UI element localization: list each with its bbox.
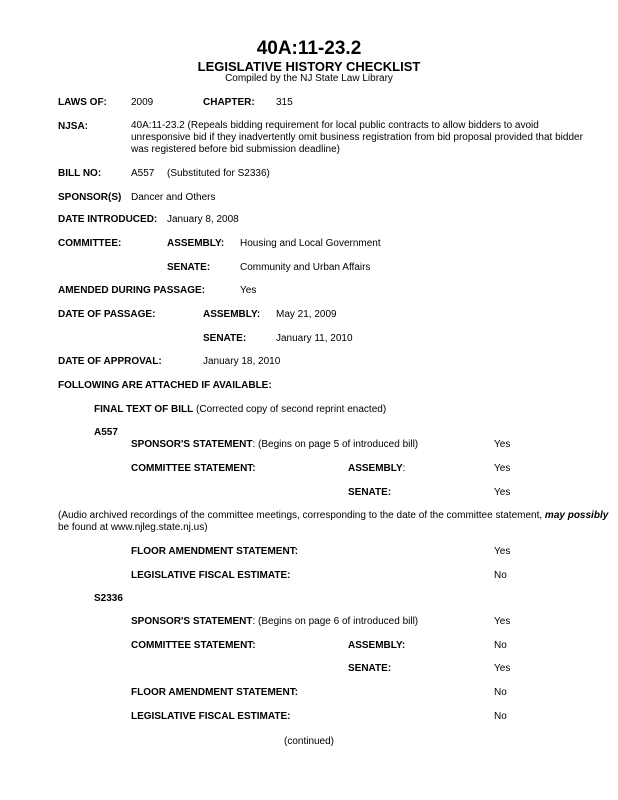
a557-sponsor-label: SPONSOR'S STATEMENT — [131, 439, 253, 450]
bill-no-note: (Substituted for S2336) — [167, 168, 270, 179]
a557-senate-value: Yes — [494, 487, 511, 498]
a557-sponsor-line — [131, 439, 418, 450]
passage-assembly-label: ASSEMBLY: — [203, 309, 261, 320]
sponsors-label: SPONSOR(S) — [58, 192, 122, 203]
s2336-floor-value: No — [494, 687, 507, 698]
laws-of-label: LAWS OF: — [58, 97, 107, 108]
audio-note — [58, 510, 610, 534]
a557-label: A557 — [94, 427, 118, 438]
compiled-by: Compiled by the NJ State Law Library — [225, 73, 393, 84]
a557-sponsor-note: : (Begins on page 5 of introduced bill) — [252, 439, 419, 450]
bill-no-label: BILL NO: — [58, 168, 102, 179]
sponsors-value: Dancer and Others — [131, 192, 216, 203]
a557-floor-label: FLOOR AMENDMENT STATEMENT: — [131, 546, 299, 557]
njsa-value: 40A:11-23.2 (Repeals bidding requirement for local public contracts to allow bidders to avoid unresponsive bid if they inadvertently omit business registration from bid proposal provided that bidder was registered before bid submission deadline) — [131, 120, 583, 155]
date-of-approval-value: January 18, 2010 — [203, 356, 281, 367]
final-text-label: FINAL TEXT OF BILL — [94, 404, 194, 415]
s2336-sponsor-note: : (Begins on page 6 of introduced bill) — [252, 616, 419, 627]
amended-label: AMENDED DURING PASSAGE: — [58, 285, 206, 296]
chapter-label: CHAPTER: — [203, 97, 255, 108]
document-title: 40A:11-23.2 — [256, 38, 362, 59]
bill-no-value: A557 — [131, 168, 155, 179]
attached-heading: FOLLOWING ARE ATTACHED IF AVAILABLE: — [58, 380, 272, 391]
chapter-value: 315 — [276, 97, 293, 108]
amended-value: Yes — [240, 285, 257, 296]
s2336-senate-value: Yes — [494, 663, 511, 674]
committee-assembly-label: ASSEMBLY: — [167, 238, 225, 249]
a557-committee-label: COMMITTEE STATEMENT: — [131, 463, 256, 474]
date-introduced-label: DATE INTRODUCED: — [58, 214, 158, 225]
laws-of-value: 2009 — [131, 97, 154, 108]
passage-senate-value: January 11, 2010 — [276, 333, 353, 344]
final-text-note: (Corrected copy of second reprint enacted) — [196, 404, 387, 415]
committee-assembly-value: Housing and Local Government — [240, 238, 381, 249]
date-of-approval-label: DATE OF APPROVAL: — [58, 356, 162, 367]
a557-assembly-label: ASSEMBLY — [348, 463, 403, 474]
final-text-line — [94, 404, 386, 415]
passage-senate-label: SENATE: — [203, 333, 247, 344]
s2336-label: S2336 — [94, 593, 123, 604]
committee-senate-label: SENATE: — [167, 262, 211, 273]
a557-senate-label: SENATE: — [348, 487, 392, 498]
a557-floor-value: Yes — [494, 546, 511, 557]
committee-label: COMMITTEE: — [58, 238, 122, 249]
document-subtitle: LEGISLATIVE HISTORY CHECKLIST — [197, 59, 421, 74]
njsa-label: NJSA: — [58, 121, 89, 132]
continued-note: (continued) — [283, 736, 335, 747]
s2336-sponsor-line — [131, 616, 418, 627]
s2336-fiscal-label: LEGISLATIVE FISCAL ESTIMATE: — [131, 711, 291, 722]
audio-note-part1: (Audio archived recordings of the committee meetings, corresponding to the date of the committee statement, — [58, 510, 545, 521]
committee-senate-value: Community and Urban Affairs — [240, 262, 371, 273]
a557-sponsor-value: Yes — [494, 439, 511, 450]
passage-assembly-value: May 21, 2009 — [276, 309, 337, 320]
s2336-senate-label: SENATE: — [348, 663, 392, 674]
a557-fiscal-label: LEGISLATIVE FISCAL ESTIMATE: — [131, 570, 291, 581]
date-introduced-value: January 8, 2008 — [167, 214, 239, 225]
s2336-sponsor-label: SPONSOR'S STATEMENT — [131, 616, 253, 627]
s2336-fiscal-value: No — [494, 711, 507, 722]
date-of-passage-label: DATE OF PASSAGE: — [58, 309, 156, 320]
audio-note-part2: be found at www.njleg.state.nj.us) — [58, 522, 208, 533]
s2336-committee-label: COMMITTEE STATEMENT: — [131, 640, 256, 651]
audio-note-emphasis: may possibly — [544, 510, 609, 521]
a557-assembly-value: Yes — [494, 463, 511, 474]
s2336-assembly-label: ASSEMBLY: — [348, 640, 406, 651]
a557-assembly-line — [348, 463, 405, 474]
s2336-assembly-value: No — [494, 640, 507, 651]
a557-assembly-colon: : — [402, 463, 406, 474]
s2336-floor-label: FLOOR AMENDMENT STATEMENT: — [131, 687, 299, 698]
s2336-sponsor-value: Yes — [494, 616, 511, 627]
a557-fiscal-value: No — [494, 570, 507, 581]
